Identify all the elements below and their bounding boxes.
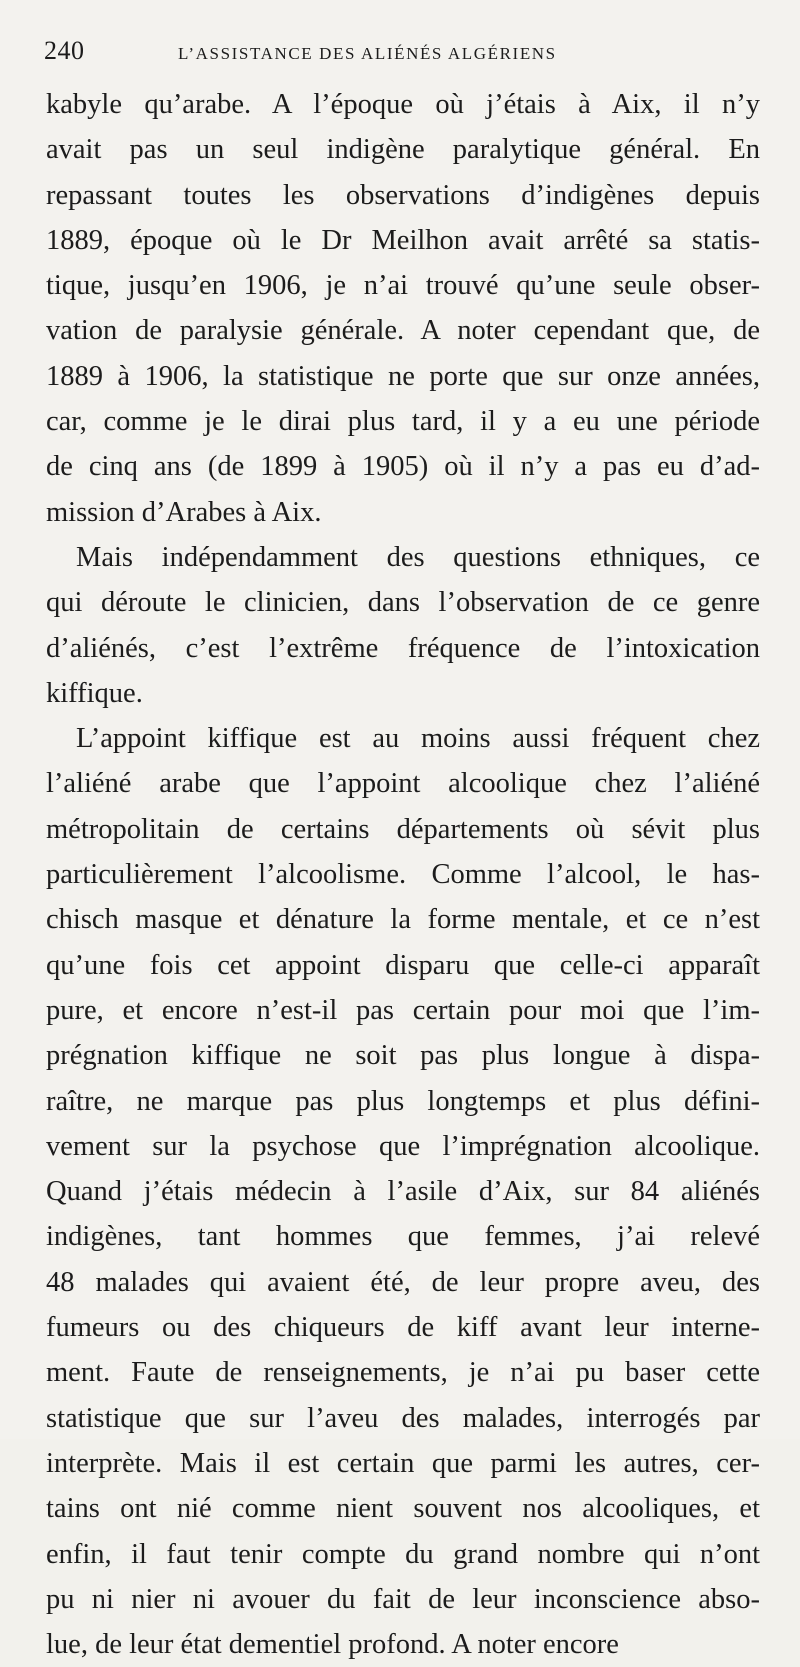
text-line: car, comme je le dirai plus tard, il y a eu une période xyxy=(46,406,760,438)
text-line: repassant toutes les observations d’indigènes depuis xyxy=(46,179,760,211)
text-line: métropolitain de certains départements où sévit plus xyxy=(46,813,760,845)
text-line: 1889, époque où le Dr Meilhon avait arrêté sa statis- xyxy=(46,224,760,256)
text-line: 1889 à 1906, la statistique ne porte que sur onze années, xyxy=(46,360,760,392)
text-line: qu’une fois cet appoint disparu que celle-ci apparaît xyxy=(46,949,760,981)
text-line: Quand j’étais médecin à l’asile d’Aix, sur 84 aliénés xyxy=(46,1176,760,1208)
text-line: prégnation kiffique ne soit pas plus longue à dispa- xyxy=(46,1040,760,1072)
text-line: tains ont nié comme nient souvent nos alcooliques, et xyxy=(46,1493,760,1525)
text-line: ment. Faute de renseignements, je n’ai pu baser cette xyxy=(46,1357,760,1389)
text-line: avait pas un seul indigène paralytique général. En xyxy=(46,134,760,166)
text-line: raître, ne marque pas plus longtemps et plus défini- xyxy=(46,1085,760,1117)
text-line: L’appoint kiffique est au moins aussi fréquent chez xyxy=(76,723,760,755)
text-line: qui déroute le clinicien, dans l’observation de ce genre xyxy=(46,587,760,619)
text-line: indigènes, tant hommes que femmes, j’ai relevé xyxy=(46,1221,760,1253)
body-text xyxy=(46,82,760,1667)
text-line: mission d’Arabes à Aix. xyxy=(46,496,322,528)
text-line: statistique que sur l’aveu des malades, interrogés par xyxy=(46,1402,760,1434)
text-line: enfin, il faut tenir compte du grand nombre qui n’ont xyxy=(46,1538,760,1570)
text-line: vement sur la psychose que l’imprégnation alcoolique. xyxy=(46,1130,760,1162)
text-line: l’aliéné arabe que l’appoint alcoolique chez l’aliéné xyxy=(46,768,760,800)
text-line: 48 malades qui avaient été, de leur propre aveu, des xyxy=(46,1266,760,1298)
text-line: fumeurs ou des chiqueurs de kiff avant leur interne- xyxy=(46,1312,760,1344)
text-line: d’aliénés, c’est l’extrême fréquence de l’intoxication xyxy=(46,632,760,664)
page-number: 240 xyxy=(44,36,85,65)
text-line: de cinq ans (de 1899 à 1905) où il n’y a pas eu d’ad- xyxy=(46,451,760,483)
text-line: interprète. Mais il est certain que parmi les autres, cer- xyxy=(46,1447,760,1479)
running-title: L’ASSISTANCE DES ALIÉNÉS ALGÉRIENS xyxy=(178,44,557,63)
text-line: lue, de leur état dementiel profond. A noter encore xyxy=(46,1629,619,1661)
text-line: chisch masque et dénature la forme mentale, et ce n’est xyxy=(46,904,760,936)
page-header xyxy=(44,36,764,76)
text-line: pu ni nier ni avouer du fait de leur inconscience abso- xyxy=(46,1583,760,1615)
text-line: Mais indépendamment des questions ethniques, ce xyxy=(76,541,760,573)
text-line: vation de paralysie générale. A noter cependant que, de xyxy=(46,315,760,347)
text-line: pure, et encore n’est-il pas certain pour moi que l’im- xyxy=(46,994,760,1026)
text-line: particulièrement l’alcoolisme. Comme l’alcool, le has- xyxy=(46,859,760,891)
text-line: kiffique. xyxy=(46,677,143,709)
text-line: kabyle qu’arabe. A l’époque où j’étais à Aix, il n’y xyxy=(46,89,760,120)
text-line: tique, jusqu’en 1906, je n’ai trouvé qu’une seule obser- xyxy=(46,270,760,302)
